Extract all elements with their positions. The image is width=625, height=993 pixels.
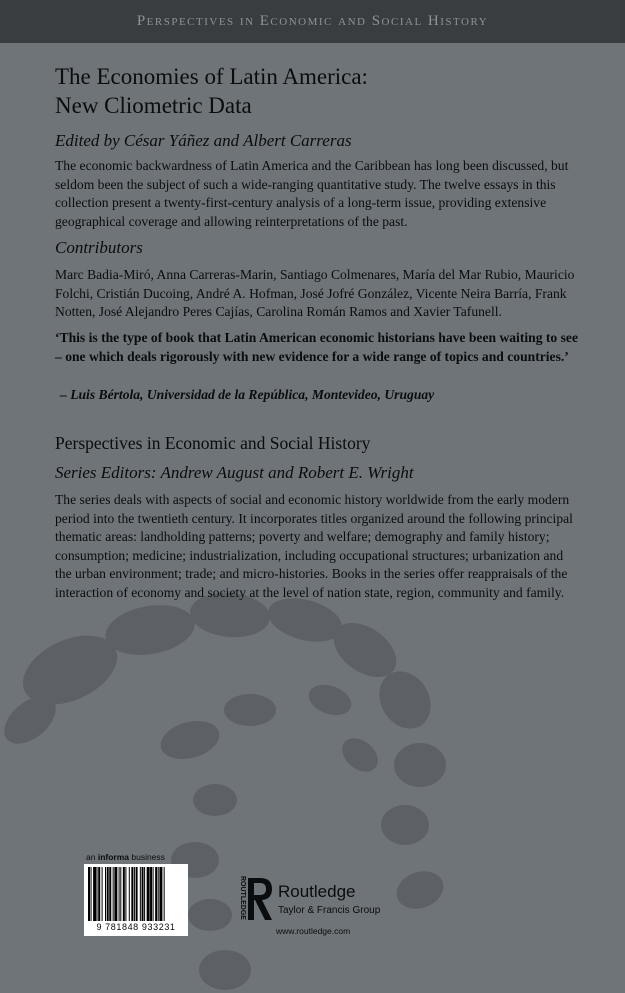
barcode-bar — [88, 867, 90, 921]
barcode-bar — [109, 867, 111, 921]
barcode-bar — [123, 867, 125, 921]
barcode-bar — [134, 867, 135, 921]
publisher-name: Routledge — [278, 882, 356, 901]
series-header: Perspectives in Economic and Social History — [136, 13, 489, 29]
book-title-line2: New Cliometric Data — [55, 93, 252, 118]
endorsement-quote: ‘This is the type of book that Latin American economic historians have been waiting to see – one which deals rigorously with new evidence for a wide range of topics and countries.’ — [55, 330, 578, 364]
book-title-line1: The Economies of Latin America: — [55, 64, 368, 89]
barcode-bar — [164, 867, 165, 921]
barcode-bar — [91, 867, 92, 921]
barcode-bar — [98, 867, 100, 921]
isbn-barcode — [84, 864, 188, 936]
informa-suffix: business — [129, 852, 165, 862]
barcode-bar — [144, 867, 145, 921]
book-title — [55, 62, 580, 120]
barcode-bar — [142, 867, 144, 921]
barcode-bar — [140, 867, 141, 921]
barcode-bar — [155, 867, 157, 921]
routledge-logo-icon — [232, 874, 274, 924]
series-title: Perspectives in Economic and Social History — [55, 433, 371, 453]
barcode-bar — [147, 867, 150, 921]
endorsement-attribution: – Luis Bértola, Universidad de la República, Montevideo, Uruguay — [60, 387, 435, 402]
informa-prefix: an — [86, 852, 98, 862]
informa-business-label — [86, 852, 165, 862]
publisher-subtitle: Taylor & Francis Group — [278, 905, 381, 916]
barcode-bars — [88, 867, 184, 921]
book-editors: Edited by César Yáñez and Albert Carreras — [55, 131, 352, 150]
barcode-bar — [113, 867, 114, 921]
barcode-bar — [136, 867, 138, 921]
barcode-bar — [125, 867, 126, 921]
barcode-bar — [153, 867, 154, 921]
barcode-bar — [129, 867, 130, 921]
barcode-bar — [97, 867, 98, 921]
informa-brand: informa — [97, 852, 129, 862]
barcode-bar — [119, 867, 120, 921]
isbn-number: 9 781848 933231 — [96, 922, 176, 932]
barcode-bar — [107, 867, 109, 921]
contributors-heading: Contributors — [55, 238, 143, 257]
barcode-bar — [158, 867, 159, 921]
routledge-vertical-text: ROUTLEDGE — [239, 876, 246, 920]
publisher-website: www.routledge.com — [276, 926, 351, 936]
series-editors: Series Editors: Andrew August and Robert E. Wright — [55, 463, 414, 482]
book-description: The economic backwardness of Latin America and the Caribbean has long been discussed, but seldom been the subject of such a wide-ranging quantitative study. The twelve essays in this collection present a twenty-first-century analysis of a long-term issue, providing extensive geographical coverage and allowing reinterpretations of the past. — [55, 158, 569, 229]
barcode-bar — [150, 867, 152, 921]
barcode-bar — [120, 867, 121, 921]
barcode-bar — [93, 867, 96, 921]
series-description: The series deals with aspects of social and economic history worldwide from the early modern period into the twentieth century. It incorporates titles organized around the following principal thematic areas: landholding patterns; poverty and welfare; demography and family history; consumption; medicine; industrialization, including occupational structures; urbanization and the urban environment; trade; and micro-histories. Books in the series offer reappraisals of the interaction of economy and society at the level of nation state, region, community and family. — [55, 492, 573, 600]
barcode-bar — [131, 867, 133, 921]
barcode-bar — [105, 867, 106, 921]
barcode-bar — [159, 867, 162, 921]
contributors-list: Marc Badia-Miró, Anna Carreras-Marin, Santiago Colmenares, María del Mar Rubio, Mauricio Folchi, Cristián Ducoing, André A. Hofman, José Jofré González, Vicente Neira Barría, Frank Notten, José Alejandro Peres Cajías, Carolina Román Ramos and Xavier Tafunell. — [55, 267, 575, 320]
barcode-bar — [114, 867, 117, 921]
barcode-bar — [102, 867, 103, 921]
